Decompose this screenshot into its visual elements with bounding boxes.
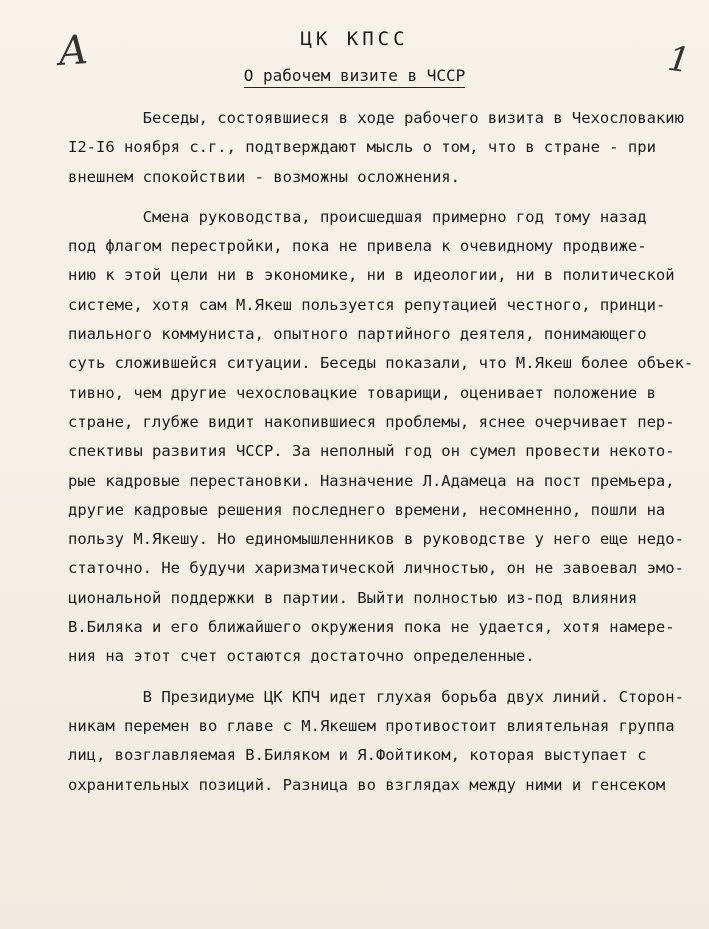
document-title: О рабочем визите в ЧССР — [244, 66, 466, 88]
paragraph-1 — [68, 104, 708, 192]
text-line: Смена руководства, происшедшая примерно год тому назад — [68, 207, 647, 226]
addressee-heading: ЦК КПСС — [300, 28, 409, 50]
text-line: внешнем спокойствии - возможны осложнения. — [68, 167, 460, 186]
handwritten-page-number: 1 — [665, 38, 693, 82]
handwritten-letter-mark: А — [56, 26, 90, 76]
text-line: спективы развития ЧССР. За неполный год он сумел провести некото- — [68, 442, 675, 461]
text-line: нию к этой цели ни в экономике, ни в идеологии, ни в политической — [68, 266, 675, 285]
text-line: лиц, возглавляемая В.Биляком и Я.Фойтиком, которая выступает с — [68, 746, 647, 765]
text-line: статочно. Не будучи харизматической личностью, он не завоевал эмо- — [68, 559, 684, 578]
text-line: стране, глубже видит накопившиеся проблемы, яснее очерчивает пер- — [68, 412, 675, 431]
paragraph-2 — [68, 203, 708, 672]
text-line: рые кадровые перестановки. Назначение Л.Адамеца на пост премьера, — [68, 471, 675, 490]
document-body — [68, 104, 708, 811]
text-line: В Президиуме ЦК КПЧ идет глухая борьба двух линий. Сторон- — [68, 687, 684, 706]
text-line: циональной поддержки в партии. Выйти полностью из-под влияния — [68, 588, 638, 607]
document-title-wrap — [0, 66, 709, 85]
paragraph-3 — [68, 683, 708, 800]
text-line: Беседы, состоявшиеся в ходе рабочего визита в Чехословакию — [68, 109, 684, 127]
text-line: тивно, чем другие чехословацкие товарищи, оценивает положение в — [68, 383, 656, 402]
text-line: никам перемен во главе с М.Якешем противостоит влиятельная группа — [68, 716, 675, 735]
text-line: ния на этот счет остаются достаточно определенные. — [68, 647, 535, 666]
text-line: пиального коммуниста, опытного партийного деятеля, понимающего — [68, 325, 647, 344]
text-line: I2-I6 ноября с.г., подтверждают мысль о том, что в стране - при — [68, 138, 656, 157]
text-line: В.Биляка и его ближайшего окружения пока не удается, хотя намере- — [68, 618, 675, 637]
text-line: охранительных позиций. Разница во взглядах между ними и генсеком — [68, 775, 666, 794]
text-line: под флагом перестройки, пока не привела к очевидному продвиже- — [68, 237, 647, 256]
text-line: системе, хотя сам М.Якеш пользуется репутацией честного, принци- — [68, 295, 666, 314]
text-line: другие кадровые решения последнего времени, несомненно, пошли на — [68, 500, 666, 519]
text-line: пользу М.Якешу. Но единомышленников в руководстве у него еще недо- — [68, 530, 684, 549]
text-line: суть сложившейся ситуации. Беседы показали, что М.Якеш более объек- — [68, 354, 694, 373]
